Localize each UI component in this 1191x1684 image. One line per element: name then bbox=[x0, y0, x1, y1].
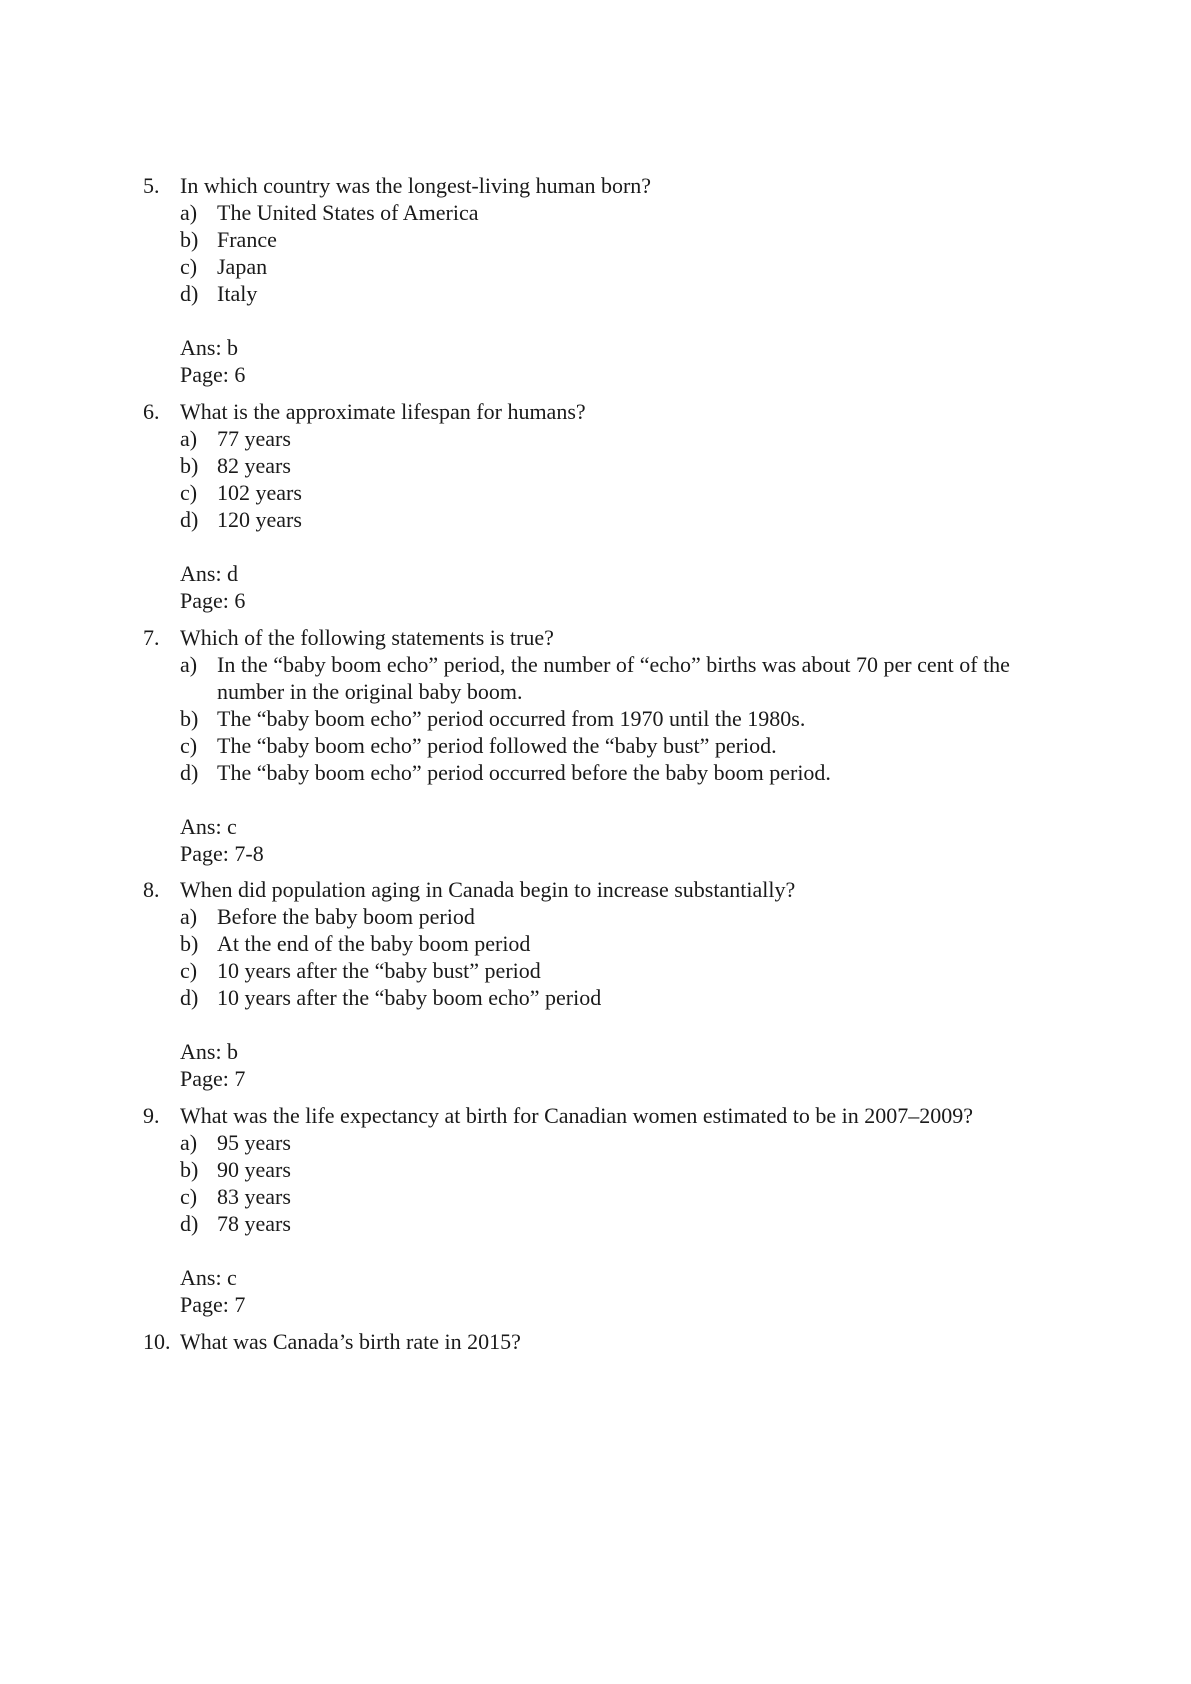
page-ref-line bbox=[143, 1291, 1083, 1318]
option-d bbox=[143, 506, 1083, 533]
question-line bbox=[143, 624, 1083, 651]
option-d bbox=[143, 1210, 1083, 1237]
option-letter: a) bbox=[180, 200, 198, 225]
option-b bbox=[143, 1156, 1083, 1183]
page-ref-text: Page: 7 bbox=[180, 1066, 246, 1091]
answer-line bbox=[143, 813, 1083, 840]
page-ref-text: Page: 7 bbox=[180, 1292, 246, 1317]
question-line bbox=[143, 398, 1083, 425]
option-text: 83 years bbox=[217, 1184, 291, 1209]
answer-text: Ans: c bbox=[180, 1265, 237, 1290]
answer-line bbox=[143, 1038, 1083, 1065]
option-d bbox=[143, 280, 1083, 307]
answer-text: Ans: d bbox=[180, 561, 239, 586]
option-letter: b) bbox=[180, 453, 199, 478]
question-6 bbox=[143, 398, 1083, 614]
question-number: 8. bbox=[143, 877, 160, 902]
option-letter: d) bbox=[180, 1211, 199, 1236]
option-b bbox=[143, 452, 1083, 479]
option-text: In the “baby boom echo” period, the number of “echo” births was about 70 per cent of the number in the original baby boom. bbox=[217, 652, 1010, 704]
question-number: 6. bbox=[143, 399, 160, 424]
question-number: 10. bbox=[143, 1329, 171, 1354]
option-text: 95 years bbox=[217, 1130, 291, 1155]
option-d bbox=[143, 984, 1083, 1011]
question-text: What was the life expectancy at birth for Canadian women estimated to be in 2007–2009? bbox=[180, 1103, 973, 1128]
option-letter: d) bbox=[180, 985, 199, 1010]
option-c bbox=[143, 957, 1083, 984]
question-text: When did population aging in Canada begin to increase substantially? bbox=[180, 877, 796, 902]
option-text: The “baby boom echo” period occurred before the baby boom period. bbox=[217, 760, 831, 785]
question-line bbox=[143, 1328, 1083, 1355]
option-c bbox=[143, 732, 1083, 759]
option-text: 102 years bbox=[217, 480, 302, 505]
spacer bbox=[143, 786, 1083, 813]
option-letter: b) bbox=[180, 706, 199, 731]
option-d bbox=[143, 759, 1083, 786]
option-text: 10 years after the “baby boom echo” period bbox=[217, 985, 602, 1010]
option-text: Italy bbox=[217, 281, 258, 306]
question-text: Which of the following statements is true? bbox=[180, 625, 554, 650]
question-text: What was Canada’s birth rate in 2015? bbox=[180, 1329, 521, 1354]
page-ref-text: Page: 6 bbox=[180, 362, 246, 387]
option-text: Before the baby boom period bbox=[217, 904, 475, 929]
option-text: 90 years bbox=[217, 1157, 291, 1182]
option-letter: c) bbox=[180, 1184, 198, 1209]
question-8 bbox=[143, 876, 1083, 1092]
option-a bbox=[143, 425, 1083, 452]
option-c bbox=[143, 479, 1083, 506]
option-b bbox=[143, 226, 1083, 253]
option-text: France bbox=[217, 227, 277, 252]
option-a bbox=[143, 903, 1083, 930]
option-c bbox=[143, 253, 1083, 280]
option-letter: c) bbox=[180, 480, 198, 505]
option-text: At the end of the baby boom period bbox=[217, 931, 531, 956]
option-letter: b) bbox=[180, 1157, 199, 1182]
question-line bbox=[143, 876, 1083, 903]
question-9 bbox=[143, 1102, 1083, 1318]
spacer bbox=[143, 1011, 1083, 1038]
page-ref-line bbox=[143, 840, 1083, 867]
spacer bbox=[143, 533, 1083, 560]
option-letter: b) bbox=[180, 931, 199, 956]
option-a bbox=[143, 651, 1083, 705]
option-letter: c) bbox=[180, 958, 198, 983]
answer-text: Ans: b bbox=[180, 335, 239, 360]
spacer bbox=[143, 1237, 1083, 1264]
question-number: 9. bbox=[143, 1103, 160, 1128]
question-10 bbox=[143, 1328, 1083, 1355]
option-b bbox=[143, 705, 1083, 732]
answer-text: Ans: c bbox=[180, 814, 237, 839]
option-a bbox=[143, 199, 1083, 226]
option-letter: d) bbox=[180, 760, 199, 785]
option-text: Japan bbox=[217, 254, 268, 279]
option-b bbox=[143, 930, 1083, 957]
page-ref-line bbox=[143, 587, 1083, 614]
option-letter: c) bbox=[180, 254, 198, 279]
option-text: The United States of America bbox=[217, 200, 479, 225]
page-ref-text: Page: 7-8 bbox=[180, 841, 264, 866]
page-ref-line bbox=[143, 1065, 1083, 1092]
option-text: 82 years bbox=[217, 453, 291, 478]
option-text: The “baby boom echo” period followed the “baby bust” period. bbox=[217, 733, 777, 758]
option-letter: a) bbox=[180, 652, 198, 677]
answer-line bbox=[143, 560, 1083, 587]
option-a bbox=[143, 1129, 1083, 1156]
spacer bbox=[143, 307, 1083, 334]
option-text: The “baby boom echo” period occurred from 1970 until the 1980s. bbox=[217, 706, 806, 731]
option-letter: b) bbox=[180, 227, 199, 252]
option-text: 78 years bbox=[217, 1211, 291, 1236]
question-text: In which country was the longest-living human born? bbox=[180, 173, 652, 198]
option-letter: c) bbox=[180, 733, 198, 758]
question-number: 5. bbox=[143, 173, 160, 198]
option-text: 120 years bbox=[217, 507, 302, 532]
question-5 bbox=[143, 172, 1083, 388]
question-text: What is the approximate lifespan for humans? bbox=[180, 399, 586, 424]
option-text: 10 years after the “baby bust” period bbox=[217, 958, 541, 983]
option-letter: a) bbox=[180, 426, 198, 451]
option-letter: a) bbox=[180, 1130, 198, 1155]
option-letter: d) bbox=[180, 281, 199, 306]
option-letter: d) bbox=[180, 507, 199, 532]
answer-line bbox=[143, 1264, 1083, 1291]
option-letter: a) bbox=[180, 904, 198, 929]
option-c bbox=[143, 1183, 1083, 1210]
question-line bbox=[143, 172, 1083, 199]
question-number: 7. bbox=[143, 625, 160, 650]
answer-text: Ans: b bbox=[180, 1039, 239, 1064]
page-ref-text: Page: 6 bbox=[180, 588, 246, 613]
option-text: 77 years bbox=[217, 426, 291, 451]
page-ref-line bbox=[143, 361, 1083, 388]
question-line bbox=[143, 1102, 1083, 1129]
question-7 bbox=[143, 624, 1083, 867]
answer-line bbox=[143, 334, 1083, 361]
